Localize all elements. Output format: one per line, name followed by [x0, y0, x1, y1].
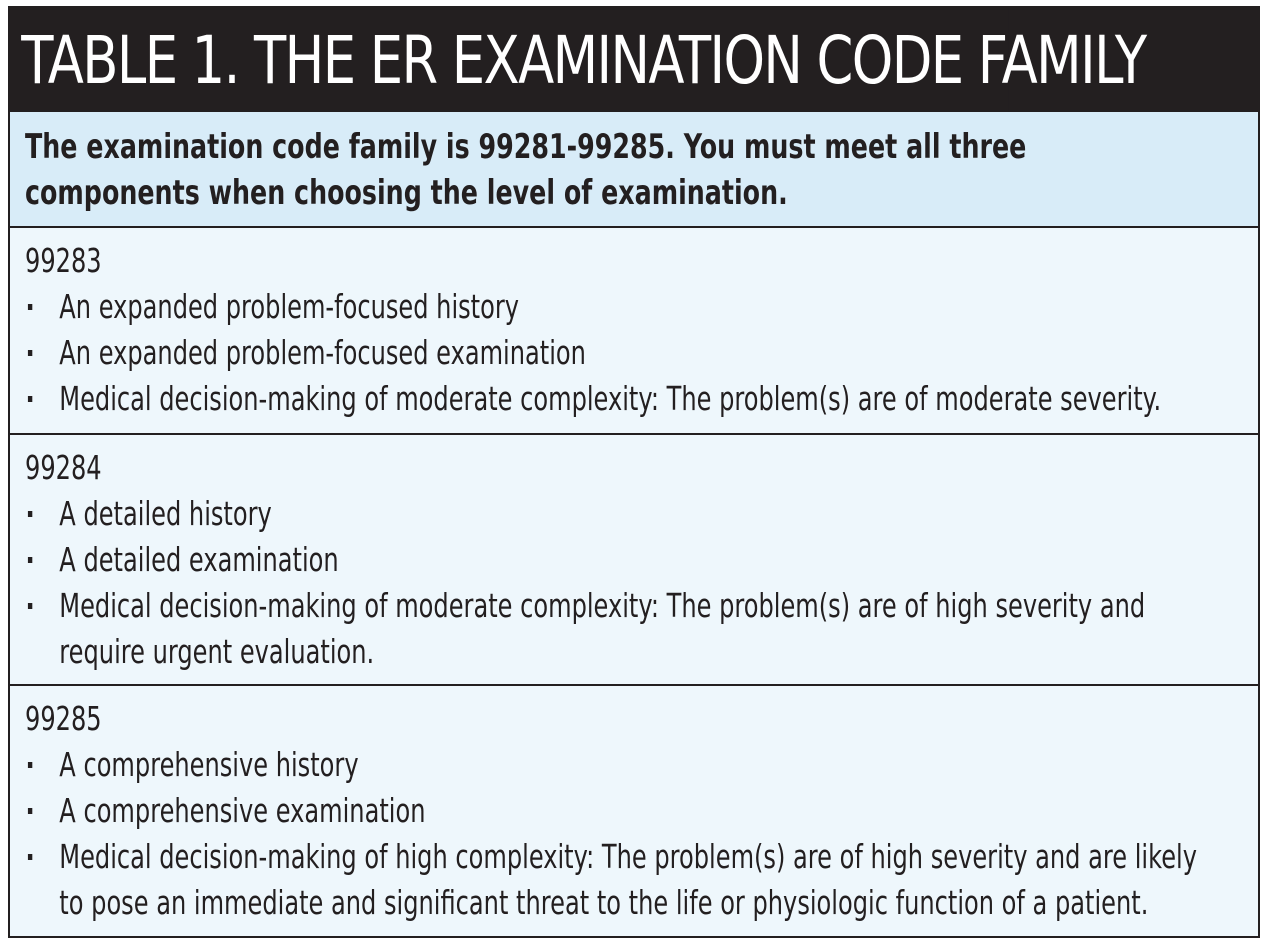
code-section-99285 — [10, 686, 1258, 936]
bullet-icon — [28, 511, 32, 517]
requirement-list — [25, 284, 1222, 422]
list-item — [25, 583, 1222, 675]
bullet-icon — [28, 808, 32, 814]
table-title-bar — [10, 8, 1258, 112]
section-code: 99285 — [25, 699, 102, 738]
requirement-list — [25, 742, 1222, 926]
code-section-99283 — [10, 228, 1258, 435]
list-item-text: Medical decision-making of high complexity: The problem(s) are of high severity and are likely to pose an immediate and significant threat to the life or physiologic function of a patient. — [59, 837, 1197, 922]
list-item — [25, 284, 1222, 330]
list-item — [25, 376, 1222, 422]
section-code: 99284 — [25, 448, 102, 487]
bullet-icon — [28, 762, 32, 768]
list-item-text: An expanded problem-focused examination — [59, 333, 586, 372]
list-item-text: Medical decision-making of moderate complexity: The problem(s) are of high severity and require urgent evaluation. — [59, 586, 1146, 671]
list-item — [25, 788, 1222, 834]
requirement-list — [25, 491, 1222, 675]
section-code: 99283 — [25, 241, 102, 280]
list-item-text: A comprehensive history — [59, 745, 359, 784]
list-item-text: A detailed examination — [59, 540, 339, 579]
bullet-icon — [28, 350, 32, 356]
list-item-text: A comprehensive examination — [59, 791, 426, 830]
bullet-icon — [28, 304, 32, 310]
code-section-99284 — [10, 435, 1258, 686]
list-item — [25, 834, 1222, 926]
bullet-icon — [28, 557, 32, 563]
bullet-icon — [28, 603, 32, 609]
intro-text: The examination code family is 99281-99285. You must meet all three components when choosing the level of examination. — [25, 127, 1027, 213]
list-item-text: Medical decision-making of moderate complexity: The problem(s) are of moderate severity. — [59, 379, 1162, 418]
list-item — [25, 537, 1222, 583]
code-family-table — [8, 6, 1260, 938]
list-item — [25, 491, 1222, 537]
bullet-icon — [28, 854, 32, 860]
list-item — [25, 330, 1222, 376]
table-title: TABLE 1. THE ER EXAMINATION CODE FAMILY — [10, 8, 1008, 112]
list-item-text: An expanded problem-focused history — [59, 287, 520, 326]
list-item-text: A detailed history — [59, 494, 272, 533]
intro-row — [10, 112, 1258, 228]
list-item — [25, 742, 1222, 788]
bullet-icon — [28, 396, 32, 402]
